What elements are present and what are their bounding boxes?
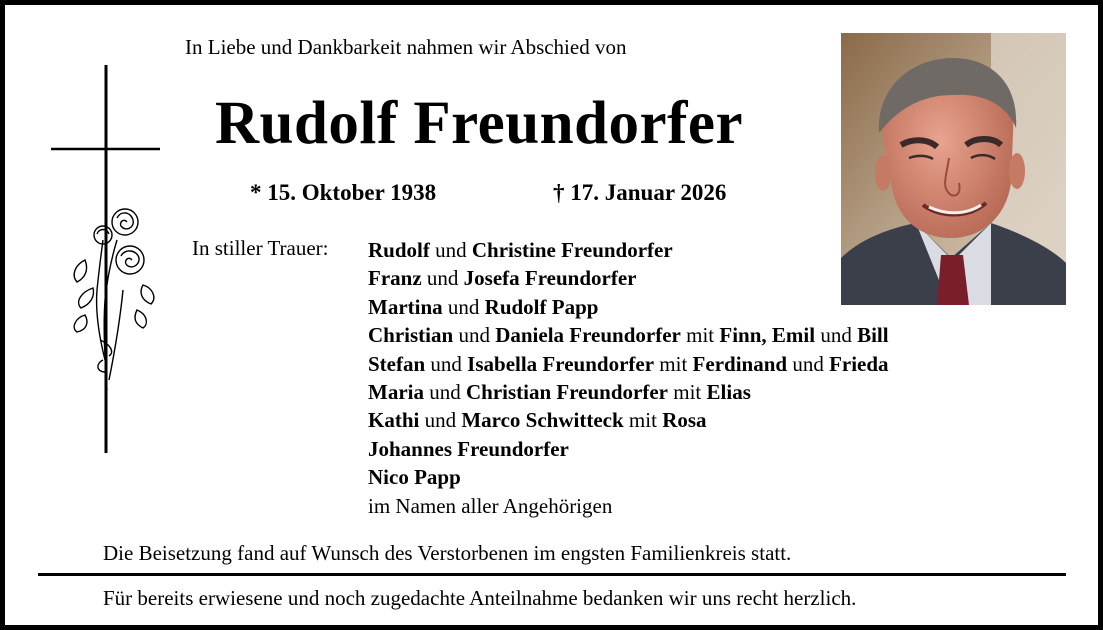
connector-text: mit bbox=[680, 323, 720, 348]
mourner-name: Franz bbox=[368, 266, 422, 291]
connector-text: und bbox=[815, 323, 858, 348]
cross-with-roses-icon bbox=[45, 60, 165, 460]
connector-text: mit bbox=[623, 408, 663, 433]
mourner-name: Ferdinand bbox=[692, 351, 788, 376]
mourner-name: Christian bbox=[368, 323, 454, 348]
mourner-name: Bill bbox=[857, 323, 889, 348]
mourner-line bbox=[368, 321, 889, 349]
divider bbox=[38, 573, 1066, 576]
mourner-name: Isabella Freundorfer bbox=[467, 351, 655, 376]
connector-text: im Namen aller Angehörigen bbox=[368, 493, 613, 518]
mourner-line bbox=[368, 463, 889, 491]
mourner-name: Kathi bbox=[368, 408, 420, 433]
connector-text: und bbox=[453, 323, 496, 348]
mourner-line bbox=[368, 350, 889, 378]
mourner-name: Johannes Freundorfer bbox=[368, 436, 569, 461]
mourner-line bbox=[368, 264, 889, 292]
mourner-name: Christine Freundorfer bbox=[471, 238, 673, 262]
mourner-line bbox=[368, 492, 889, 520]
connector-text: und bbox=[442, 294, 485, 319]
birth-date: * 15. Oktober 1938 bbox=[250, 180, 437, 205]
mourner-line bbox=[368, 406, 889, 434]
mourning-label: In stiller Trauer: bbox=[192, 236, 329, 260]
mourner-line bbox=[368, 293, 889, 321]
deceased-name: Rudolf Freundorfer bbox=[215, 90, 744, 157]
mourner-name: Daniela Freundorfer bbox=[495, 323, 681, 348]
mourner-name: Maria bbox=[368, 379, 424, 404]
connector-text: und bbox=[425, 351, 468, 376]
mourner-line bbox=[368, 236, 889, 264]
connector-text: mit bbox=[654, 351, 693, 376]
connector-text: und bbox=[419, 408, 462, 433]
burial-notice: Die Beisetzung fand auf Wunsch des Verstorbenen im engsten Familienkreis statt. bbox=[103, 541, 792, 565]
connector-text: und bbox=[787, 351, 830, 376]
mourner-name: Finn, Emil bbox=[719, 323, 816, 348]
mourner-name: Josefa Freundorfer bbox=[463, 266, 637, 291]
mourner-name: Stefan bbox=[368, 351, 426, 376]
mourner-line bbox=[368, 378, 889, 406]
mourner-name: Rosa bbox=[662, 408, 707, 433]
mourner-name: Nico Papp bbox=[368, 465, 461, 490]
mourner-name: Martina bbox=[368, 294, 443, 319]
mourner-line bbox=[368, 435, 889, 463]
death-date: † 17. Januar 2026 bbox=[553, 180, 727, 205]
mourner-name: Frieda bbox=[829, 351, 889, 376]
connector-text: und bbox=[429, 238, 472, 262]
mourner-name: Rudolf bbox=[368, 238, 430, 262]
mourner-name: Elias bbox=[706, 379, 751, 404]
connector-text: mit bbox=[668, 379, 707, 404]
intro-text: In Liebe und Dankbarkeit nahmen wir Abschied von bbox=[185, 35, 627, 59]
connector-text: und bbox=[423, 379, 466, 404]
mourner-name: Christian Freundorfer bbox=[465, 379, 668, 404]
connector-text: und bbox=[421, 266, 464, 291]
mourner-name: Rudolf Papp bbox=[484, 294, 599, 319]
thanks-notice: Für bereits erwiesene und noch zugedachte Anteilnahme bedanken wir uns recht herzlich. bbox=[103, 586, 857, 610]
mourners-list bbox=[368, 236, 889, 520]
mourner-name: Marco Schwitteck bbox=[461, 408, 624, 433]
